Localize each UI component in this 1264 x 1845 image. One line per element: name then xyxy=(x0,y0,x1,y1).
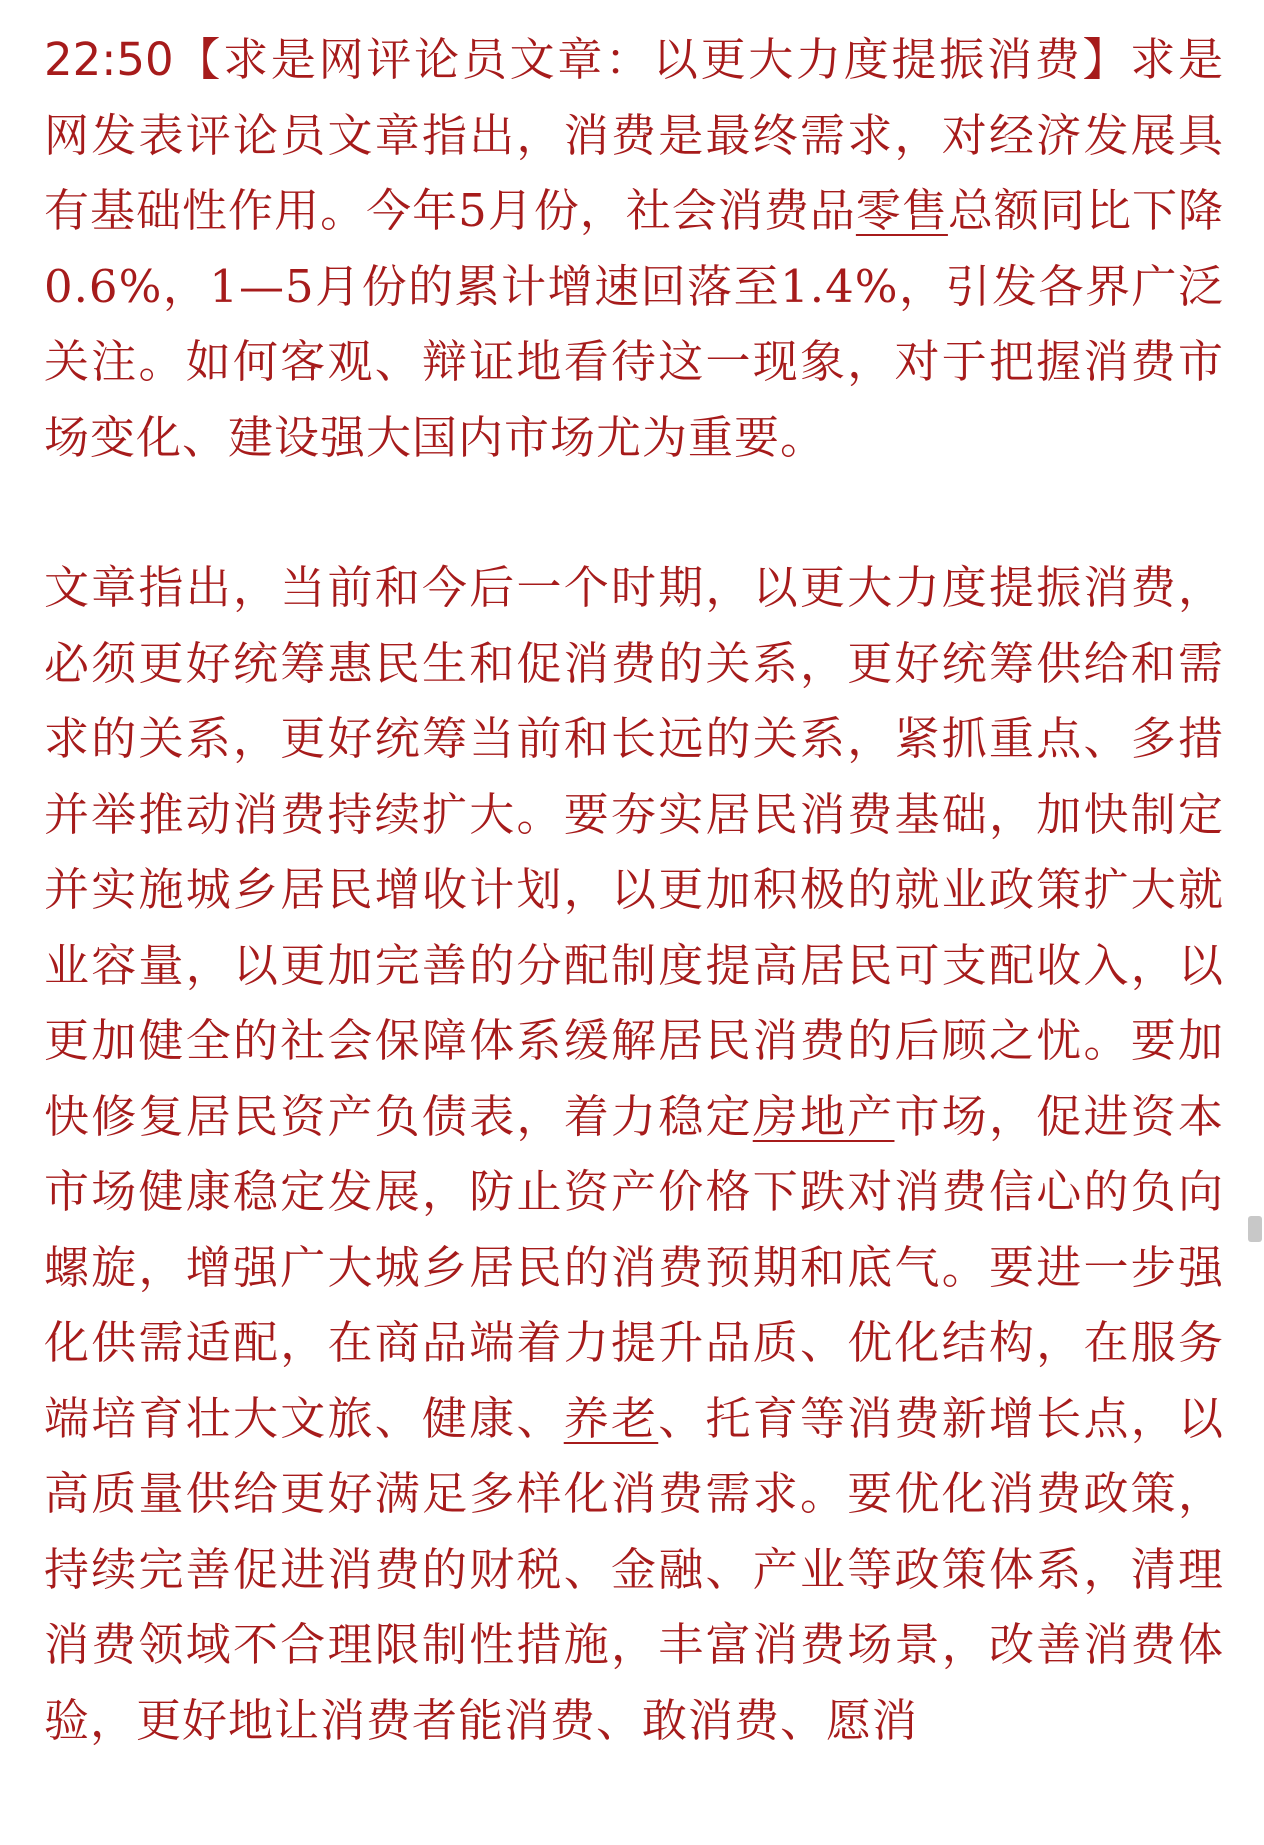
paragraph-text: 文章指出，当前和今后一个时期，以更大力度提振消费，必须更好统筹惠民生和促消费的关系，更好统筹供给和需求的关系，更好统筹当前和长远的关系，紧抓重点、多措并举推动消费持续扩大。要夯实居民消费基础，加快制定并实施城乡居民增收计划，以更加积极的就业政策扩大就业容量，以更加完善的分配制度提高居民可支配收入，以更加健全的社会保障体系缓解居民消费的后顾之忧。要加快修复居民资产负债表，着力稳定 xyxy=(44,561,1224,1143)
post-time: 22:50 xyxy=(44,33,174,86)
article-paragraph-1 xyxy=(44,22,1224,475)
article-paragraph-2 xyxy=(44,550,1224,1758)
keyword-link-real-estate[interactable]: 房地产 xyxy=(752,1089,895,1143)
paragraph-text: 求是网发表评论员文章指出，消费是最终需求，对经济发展具有基础性作用。今年5月份，社会消费品 xyxy=(44,33,1224,237)
article-title: 【求是网评论员文章：以更大力度提振消费】 xyxy=(173,33,1131,86)
keyword-link-retail[interactable]: 零售 xyxy=(855,184,948,237)
scroll-thumb-icon[interactable] xyxy=(1248,1216,1262,1242)
paragraph-text: 总额同比下降0.6%，1—5月份的累计增速回落至1.4%，引发各界广泛关注。如何客观、辩证地看待这一现象，对于把握消费市场变化、建设强大国内市场尤为重要。 xyxy=(44,184,1224,464)
paragraph-text: 市场，促进资本市场健康稳定发展，防止资产价格下跌对消费信心的负向螺旋，增强广大城乡居民的消费预期和底气。要进一步强化供需适配，在商品端着力提升品质、优化结构，在服务端培育壮大文旅、健康、 xyxy=(44,1089,1224,1445)
keyword-link-elderly-care[interactable]: 养老 xyxy=(563,1391,659,1445)
article-body xyxy=(44,22,1224,1758)
paragraph-text: 、托育等消费新增长点，以高质量供给更好满足多样化消费需求。要优化消费政策，持续完善促进消费的财税、金融、产业等政策体系，清理消费领域不合理限制性措施，丰富消费场景，改善消费体验，更好地让消费者能消费、敢消费、愿消 xyxy=(44,1391,1224,1747)
